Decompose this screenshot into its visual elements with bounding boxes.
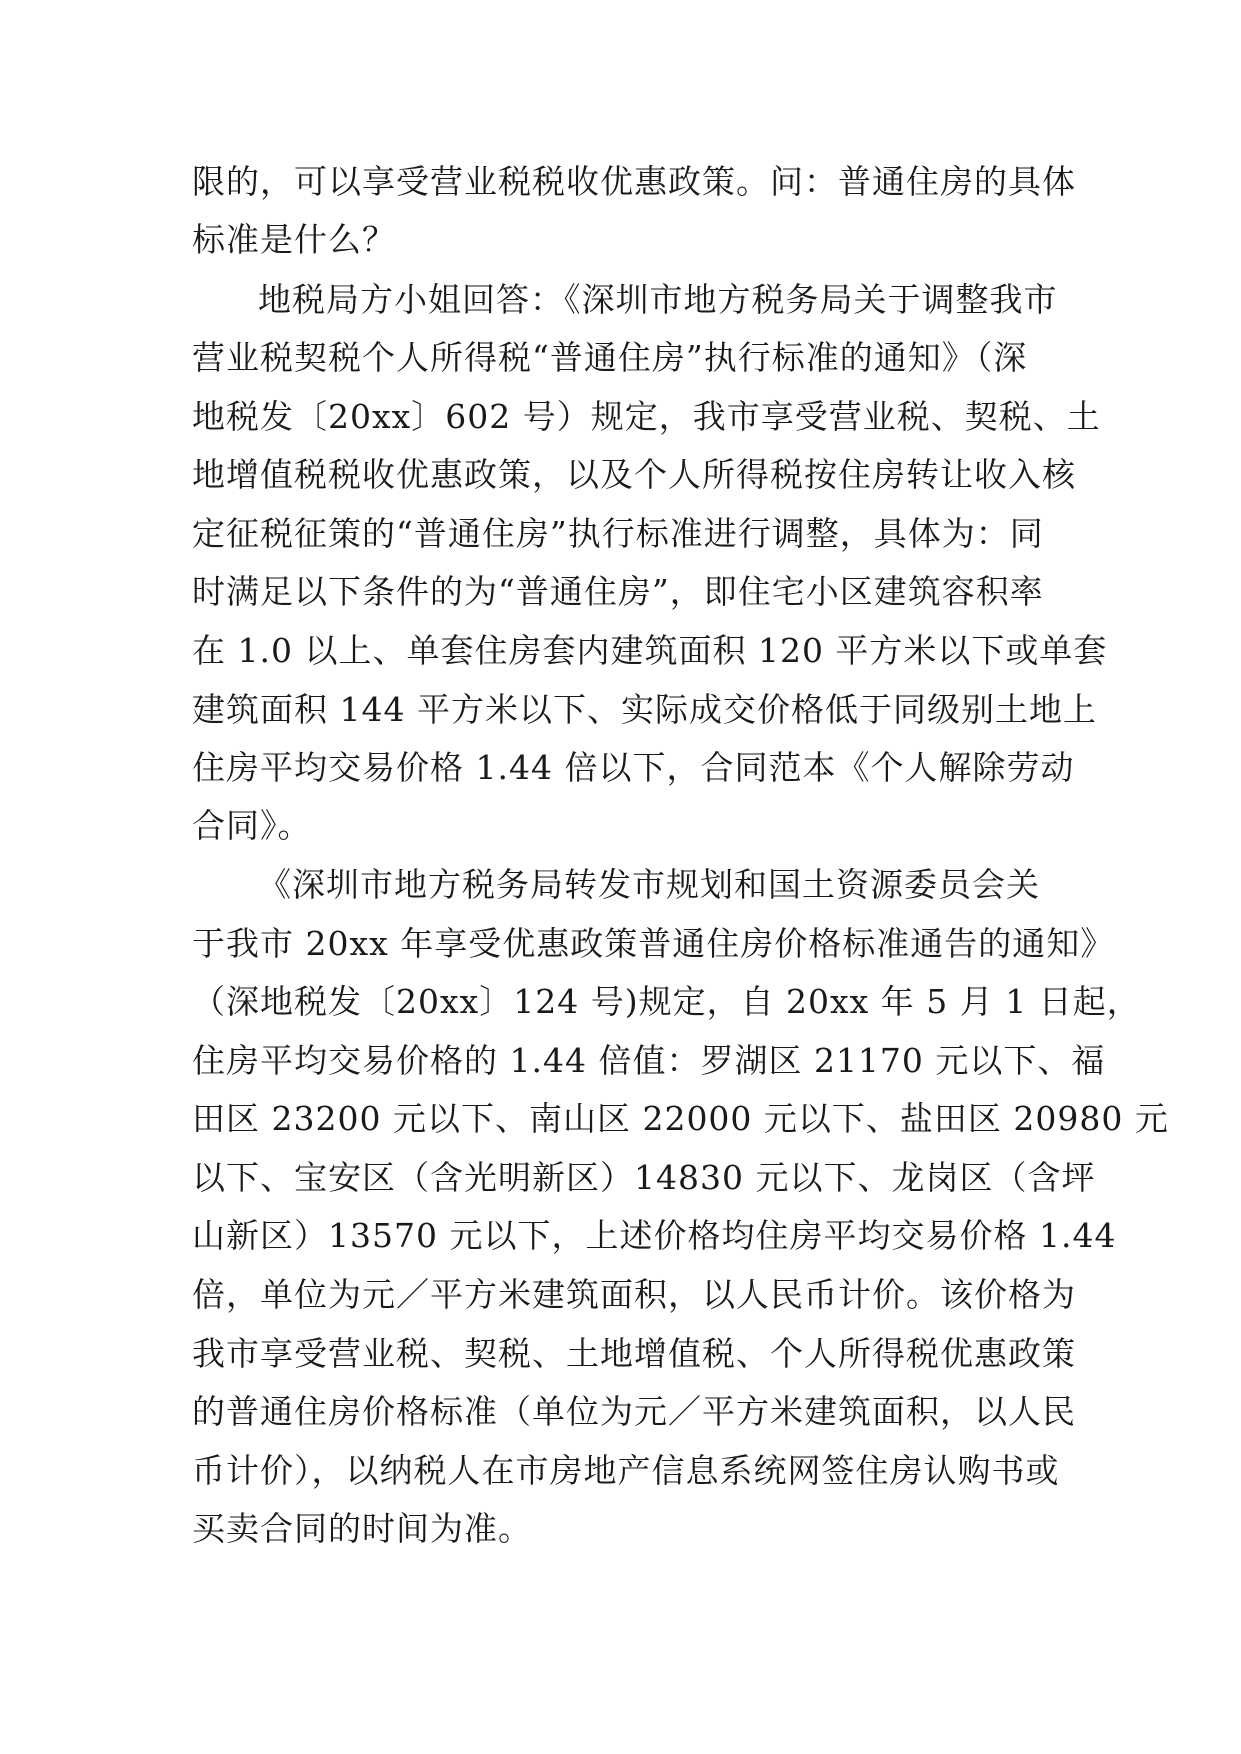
text-line: 建筑面积 144 平方米以下、实际成交价格低于同级别土地上: [192, 690, 1097, 729]
text-line: 营业税契税个人所得税“普通住房”执行标准的通知》（深: [192, 338, 1028, 377]
text-line: 地增值税税收优惠政策，以及个人所得税按住房转让收入核: [192, 455, 1076, 494]
text-line: 时满足以下条件的为“普通住房”，即住宅小区建筑容积率: [192, 572, 1044, 611]
text-line: 合同》。: [192, 806, 312, 845]
text-line: 我市享受营业税、契税、土地增值税、个人所得税优惠政策: [192, 1334, 1076, 1373]
text-line: 的普通住房价格标准（单位为元／平方米建筑面积，以人民: [192, 1392, 1076, 1431]
text-line: 田区 23200 元以下、南山区 22000 元以下、盐田区 20980 元: [192, 1099, 1169, 1138]
text-line: 住房平均交易价格的 1.44 倍值：罗湖区 21170 元以下、福: [192, 1041, 1106, 1080]
text-line: 限的，可以享受营业税税收优惠政策。问：普通住房的具体: [192, 162, 1076, 201]
paragraph-start-line: 《深圳市地方税务局转发市规划和国土资源委员会关: [258, 865, 1040, 904]
paragraph-start-line: 地税局方小姐回答：《深圳市地方税务局关于调整我市: [258, 280, 1058, 319]
text-line: 于我市 20xx 年享受优惠政策普通住房价格标准通告的通知》: [192, 924, 1115, 963]
text-line: 地税发〔20xx〕602 号）规定，我市享受营业税、契税、土: [192, 397, 1101, 436]
text-line: 定征税征策的“普通住房”执行标准进行调整，具体为：同: [192, 514, 1044, 553]
text-line: 倍，单位为元／平方米建筑面积，以人民币计价。该价格为: [192, 1275, 1076, 1314]
text-line: 山新区）13570 元以下，上述价格均住房平均交易价格 1.44: [192, 1216, 1117, 1255]
text-line: 币计价），以纳税人在市房地产信息系统网签住房认购书或: [192, 1451, 1060, 1490]
text-line: 买卖合同的时间为准。: [192, 1509, 532, 1548]
text-line: （深地税发〔20xx〕124 号)规定，自 20xx 年 5 月 1 日起，: [192, 982, 1141, 1021]
text-line: 以下、宝安区（含光明新区）14830 元以下、龙岗区（含坪: [192, 1158, 1096, 1197]
text-line: 在 1.0 以上、单套住房套内建筑面积 120 平方米以下或单套: [192, 631, 1108, 670]
text-line: 住房平均交易价格 1.44 倍以下，合同范本《个人解除劳动: [192, 748, 1075, 787]
text-line: 标准是什么？: [192, 220, 396, 259]
